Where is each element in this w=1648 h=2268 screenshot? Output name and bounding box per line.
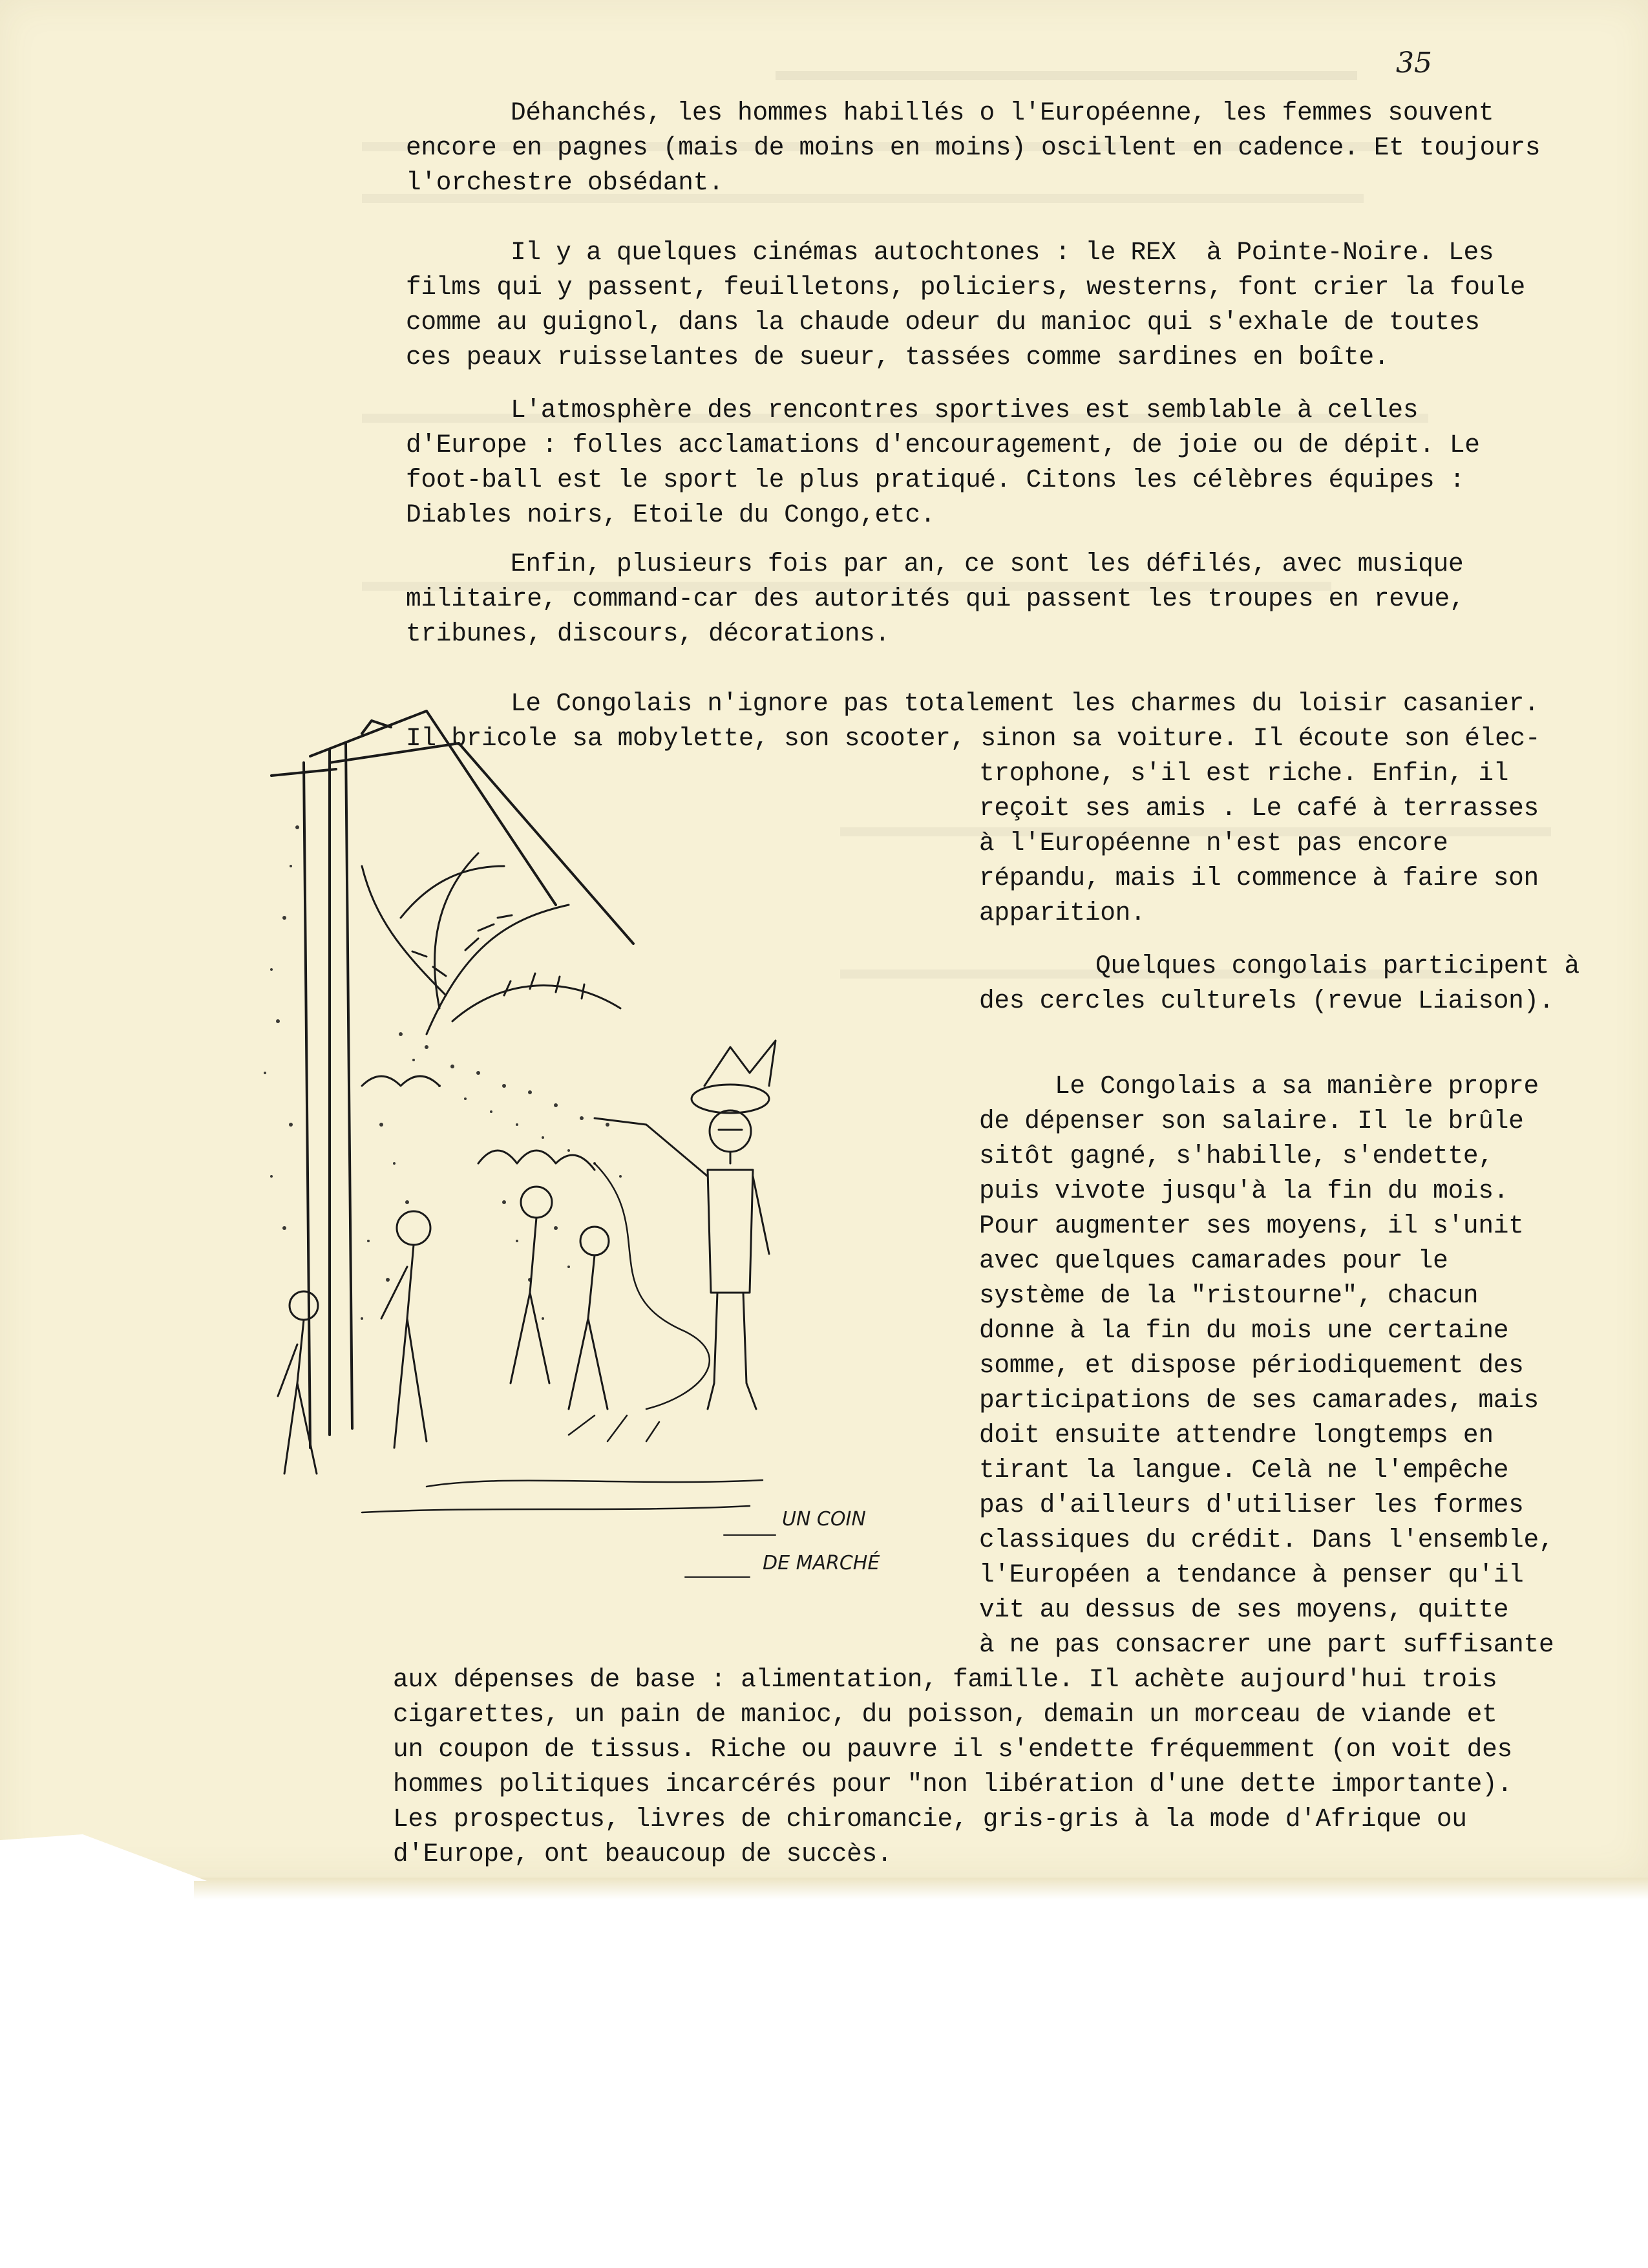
text-line: Il y a quelques cinémas autochtones : le REX à Pointe-Noire. Les — [511, 238, 1494, 267]
text-line: Enfin, plusieurs fois par an, ce sont les défilés, avec musique — [511, 549, 1464, 578]
text-line: participations de ses camarades, mais — [979, 1386, 1539, 1415]
text-line: à ne pas consacrer une part suffisante — [979, 1630, 1554, 1659]
ground-path — [362, 1163, 763, 1512]
caption-underline — [685, 1535, 776, 1577]
caption-line: DE MARCHÉ — [763, 1552, 880, 1574]
market-crowd — [278, 1076, 609, 1474]
text-line: comme au guignol, dans la chaude odeur du manioc qui s'exhale de toutes — [406, 308, 1480, 337]
crowd-stippling — [264, 825, 622, 1320]
palm-tree — [362, 853, 620, 1034]
text-line: doit ensuite attendre longtemps en — [979, 1421, 1494, 1450]
text-line: à l'Européenne n'est pas encore — [979, 829, 1448, 858]
text-line: Le Congolais a sa manière propre — [1055, 1072, 1539, 1101]
text-line: l'Européen a tendance à penser qu'il — [979, 1560, 1524, 1589]
text-line: somme, et dispose périodiquement des — [979, 1351, 1524, 1380]
text-line: vit au dessus de ses moyens, quitte — [979, 1595, 1509, 1624]
text-line: tirant la langue. Celà ne l'empêche — [979, 1456, 1509, 1485]
text-line: classiques du crédit. Dans l'ensemble, — [979, 1525, 1554, 1554]
text-line: Diables noirs, Etoile du Congo,etc. — [406, 500, 936, 529]
text-line: d'Europe, ont beaucoup de succès. — [393, 1839, 893, 1869]
text-line: Quelques congolais participent à — [1095, 951, 1579, 980]
text-line: L'atmosphère des rencontres sportives est semblable à celles — [511, 396, 1419, 425]
market-stall-poles — [271, 711, 633, 1448]
text-line: tribunes, discours, décorations. — [406, 619, 890, 648]
text-line: aux dépenses de base : alimentation, famille. Il achète aujourd'hui trois — [393, 1665, 1497, 1694]
text-line: répandu, mais il commence à faire son — [979, 864, 1539, 893]
bleed-through-line — [776, 71, 1357, 80]
text-line: donne à la fin du mois une certaine — [979, 1316, 1509, 1345]
text-line: militaire, command-car des autorités qui passent les troupes en revue, — [406, 584, 1465, 613]
text-line: sitôt gagné, s'habille, s'endette, — [979, 1141, 1494, 1171]
text-line: cigarettes, un pain de manioc, du poisson, demain un morceau de viande et — [393, 1700, 1497, 1729]
page-number: 35 — [1396, 47, 1432, 79]
porter-figure — [595, 1041, 776, 1409]
text-line: hommes politiques incarcérés pour "non libération d'une dette importante). — [393, 1770, 1512, 1799]
market-illustration — [233, 672, 976, 1680]
text-line: Les prospectus, livres de chiromancie, gris-gris à la mode d'Afrique ou — [393, 1805, 1467, 1834]
text-line: foot-ball est le sport le plus pratiqué. Citons les célèbres équipes : — [406, 465, 1465, 494]
text-line: un coupon de tissus. Riche ou pauvre il s'endette fréquemment (on voit des — [393, 1735, 1512, 1764]
text-line: des cercles culturels (revue Liaison). — [979, 986, 1554, 1015]
text-line: ces peaux ruisselantes de sueur, tassées comme sardines en boîte. — [406, 343, 1389, 372]
text-line: apparition. — [979, 898, 1146, 927]
text-line: Il bricole sa mobylette, son scooter, sinon sa voiture. Il écoute son élec- — [406, 724, 1541, 753]
text-line: avec quelques camarades pour le — [979, 1246, 1448, 1275]
text-line: films qui y passent, feuilletons, policiers, westerns, font crier la foule — [406, 273, 1525, 302]
text-line: système de la "ristourne", chacun — [979, 1281, 1479, 1310]
text-line: trophone, s'il est riche. Enfin, il — [979, 759, 1509, 788]
caption-line: UN COIN — [782, 1508, 866, 1531]
paper-edge — [194, 1878, 1648, 1900]
text-line: Déhanchés, les hommes habillés o l'Européenne, les femmes souvent — [511, 98, 1494, 127]
text-line: pas d'ailleurs d'utiliser les formes — [979, 1490, 1524, 1520]
text-line: puis vivote jusqu'à la fin du mois. — [979, 1176, 1509, 1205]
text-line: encore en pagnes (mais de moins en moins) oscillent en cadence. Et toujours — [406, 133, 1541, 162]
text-line: l'orchestre obsédant. — [406, 168, 724, 197]
text-line: Le Congolais n'ignore pas totalement les charmes du loisir casanier. — [511, 689, 1539, 718]
text-line: de dépenser son salaire. Il le brûle — [979, 1107, 1524, 1136]
illustration-caption — [763, 1508, 880, 1574]
text-line: d'Europe : folles acclamations d'encouragement, de joie ou de dépit. Le — [406, 430, 1480, 460]
text-line: reçoit ses amis . Le café à terrasses — [979, 794, 1539, 823]
text-line: Pour augmenter ses moyens, il s'unit — [979, 1211, 1524, 1240]
